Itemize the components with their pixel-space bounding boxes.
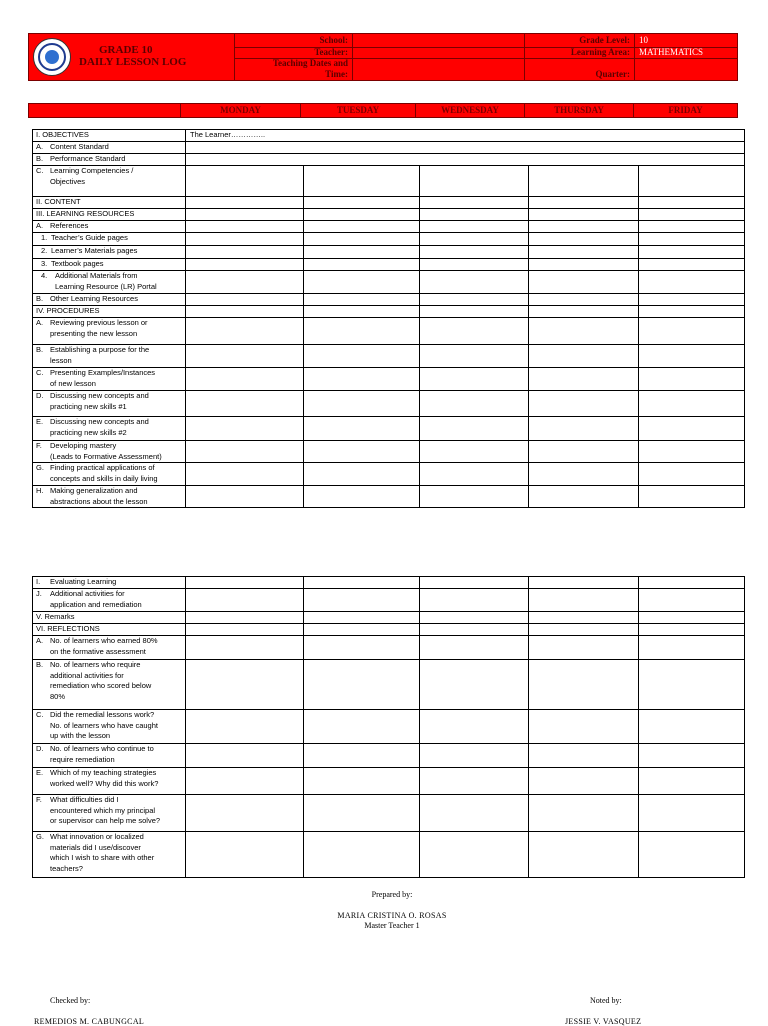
cell-tuesday[interactable] <box>304 233 420 246</box>
performance-standard-label: B. Performance Standard <box>33 154 186 166</box>
cell-monday[interactable] <box>186 463 304 486</box>
cell-thursday[interactable] <box>529 318 639 345</box>
table-row <box>33 345 745 368</box>
lesson-log-header <box>28 33 738 81</box>
cell-monday[interactable] <box>186 832 304 878</box>
cell-monday[interactable] <box>186 368 304 391</box>
cell-friday[interactable] <box>639 832 745 878</box>
table-row <box>33 130 745 142</box>
cell-friday[interactable] <box>639 306 745 318</box>
cell-thursday[interactable] <box>529 744 639 768</box>
cell-tuesday[interactable] <box>304 710 420 744</box>
cell-friday[interactable] <box>639 660 745 710</box>
reflection-c-label: C. Did the remedial lessons work? No. of learners who have caught up with the lesson <box>33 710 186 744</box>
cell-friday[interactable] <box>639 636 745 660</box>
table-row <box>33 233 745 246</box>
cell-thursday[interactable] <box>529 271 639 294</box>
cell-friday[interactable] <box>639 166 745 197</box>
cell-wednesday[interactable] <box>420 463 529 486</box>
daily-lesson-log-title: DAILY LESSON LOG <box>79 56 187 68</box>
cell-wednesday[interactable] <box>420 306 529 318</box>
table-row <box>33 391 745 417</box>
cell-tuesday[interactable] <box>304 318 420 345</box>
procedure-c-label: C. Presenting Examples/Instances of new lesson <box>33 368 186 391</box>
cell-friday[interactable] <box>639 368 745 391</box>
cell-wednesday[interactable] <box>420 368 529 391</box>
cell-thursday[interactable] <box>529 636 639 660</box>
cell-wednesday[interactable] <box>420 636 529 660</box>
cell-friday[interactable] <box>639 209 745 221</box>
cell-friday[interactable] <box>639 259 745 271</box>
cell-thursday[interactable] <box>529 221 639 233</box>
quarter-label: Quarter: <box>595 69 630 79</box>
cell-monday[interactable] <box>186 318 304 345</box>
table-row <box>33 209 745 221</box>
cell-wednesday[interactable] <box>420 345 529 368</box>
cell-friday[interactable] <box>639 612 745 624</box>
table-row <box>33 660 745 710</box>
preparer-title: Master Teacher 1 <box>364 921 420 930</box>
cell-tuesday[interactable] <box>304 306 420 318</box>
cell-thursday[interactable] <box>529 345 639 368</box>
table-row <box>33 744 745 768</box>
cell-friday[interactable] <box>639 486 745 508</box>
cell-thursday[interactable] <box>529 417 639 441</box>
cell-friday[interactable] <box>639 463 745 486</box>
procedure-a-label: A. Reviewing previous lesson or presenting the new lesson <box>33 318 186 345</box>
cell-tuesday[interactable] <box>304 246 420 259</box>
cell-tuesday[interactable] <box>304 624 420 636</box>
cell-friday[interactable] <box>639 294 745 306</box>
procedure-d-label: D. Discussing new concepts and practicing new skills #1 <box>33 391 186 417</box>
content-standard-label: A. Content Standard <box>33 142 186 154</box>
cell-wednesday[interactable] <box>420 246 529 259</box>
cell-friday[interactable] <box>639 318 745 345</box>
cell-friday[interactable] <box>639 345 745 368</box>
learning-resources-heading: III. LEARNING RESOURCES <box>33 209 186 221</box>
cell-thursday[interactable] <box>529 589 639 612</box>
cell-thursday[interactable] <box>529 209 639 221</box>
cell-wednesday[interactable] <box>420 612 529 624</box>
cell-tuesday[interactable] <box>304 368 420 391</box>
cell-friday[interactable] <box>639 744 745 768</box>
cell-friday[interactable] <box>639 624 745 636</box>
teaching-dates-label <box>235 58 348 80</box>
cell-friday[interactable] <box>639 710 745 744</box>
checker-name: REMEDIOS M. CABUNGCAL <box>34 1017 145 1026</box>
cell-monday[interactable] <box>186 246 304 259</box>
noter-name: JESSIE V. VASQUEZ <box>565 1017 642 1026</box>
cell-monday[interactable] <box>186 636 304 660</box>
cell-monday[interactable] <box>186 166 304 197</box>
cell-friday[interactable] <box>639 246 745 259</box>
cell-tuesday[interactable] <box>304 391 420 417</box>
deped-seal-icon <box>33 38 71 76</box>
cell-wednesday[interactable] <box>420 589 529 612</box>
cell-wednesday[interactable] <box>420 391 529 417</box>
cell-tuesday[interactable] <box>304 768 420 795</box>
procedure-e-label: E. Discussing new concepts and practicing new skills #2 <box>33 417 186 441</box>
cell-monday[interactable] <box>186 486 304 508</box>
cell-monday[interactable] <box>186 391 304 417</box>
cell-thursday[interactable] <box>529 660 639 710</box>
cell-wednesday[interactable] <box>420 294 529 306</box>
other-resources-label: B. Other Learning Resources <box>33 294 186 306</box>
cell-wednesday[interactable] <box>420 832 529 878</box>
cell-monday[interactable] <box>186 768 304 795</box>
cell-wednesday[interactable] <box>420 577 529 589</box>
cell-wednesday[interactable] <box>420 441 529 463</box>
cell-monday[interactable] <box>186 345 304 368</box>
remarks-heading: V. Remarks <box>33 612 186 624</box>
evaluating-learning-label: I. Evaluating Learning <box>33 577 186 589</box>
cell-tuesday[interactable] <box>304 294 420 306</box>
cell-tuesday[interactable] <box>304 221 420 233</box>
cell-tuesday[interactable] <box>304 209 420 221</box>
cell-monday[interactable] <box>186 271 304 294</box>
cell-wednesday[interactable] <box>420 318 529 345</box>
header-title-block <box>29 34 234 80</box>
cell-tuesday[interactable] <box>304 612 420 624</box>
cell-monday[interactable] <box>186 294 304 306</box>
reflection-f-label: F. What difficulties did I encountered which my principal or supervisor can help me solve? <box>33 795 186 832</box>
cell-tuesday[interactable] <box>304 577 420 589</box>
table-row <box>33 768 745 795</box>
learners-materials-label: 2. Learner’s Materials pages <box>33 246 186 259</box>
cell-tuesday[interactable] <box>304 486 420 508</box>
table-row <box>33 221 745 233</box>
cell-tuesday[interactable] <box>304 345 420 368</box>
objectives-heading: I. OBJECTIVES <box>33 130 186 142</box>
header-title <box>79 44 186 68</box>
cell-friday[interactable] <box>639 271 745 294</box>
cell-wednesday[interactable] <box>420 221 529 233</box>
cell-friday[interactable] <box>639 197 745 209</box>
cell-friday[interactable] <box>639 577 745 589</box>
cell-monday[interactable] <box>186 209 304 221</box>
reflection-e-label: E. Which of my teaching strategies worked well? Why did this work? <box>33 768 186 795</box>
table-row <box>33 832 745 878</box>
additional-materials-label: 4. Additional Materials from Learning Resource (LR) Portal <box>33 271 186 294</box>
cell-tuesday[interactable] <box>304 660 420 710</box>
cell-thursday[interactable] <box>529 166 639 197</box>
table-row <box>33 142 745 154</box>
day-thursday: THURSDAY <box>524 104 633 117</box>
cell-friday[interactable] <box>639 233 745 246</box>
cell-friday[interactable] <box>639 589 745 612</box>
table-row <box>33 246 745 259</box>
performance-standard-cell[interactable] <box>186 154 745 166</box>
table-row <box>33 589 745 612</box>
cell-monday[interactable] <box>186 589 304 612</box>
day-wednesday: WEDNESDAY <box>415 104 524 117</box>
table-row <box>33 636 745 660</box>
procedure-b-label: B. Establishing a purpose for the lesson <box>33 345 186 368</box>
learning-area-field[interactable]: MATHEMATICS <box>639 47 704 57</box>
cell-friday[interactable] <box>639 768 745 795</box>
cell-tuesday[interactable] <box>304 832 420 878</box>
table-row <box>33 463 745 486</box>
cell-friday[interactable] <box>639 391 745 417</box>
content-heading: II. CONTENT <box>33 197 186 209</box>
cell-monday[interactable] <box>186 744 304 768</box>
cell-monday[interactable] <box>186 795 304 832</box>
content-standard-cell[interactable] <box>186 142 745 154</box>
cell-monday[interactable] <box>186 441 304 463</box>
table-row <box>33 612 745 624</box>
reflection-d-label: D. No. of learners who continue to require remediation <box>33 744 186 768</box>
cell-thursday[interactable] <box>529 463 639 486</box>
cell-monday[interactable] <box>186 577 304 589</box>
cell-thursday[interactable] <box>529 612 639 624</box>
table-row <box>33 710 745 744</box>
cell-monday[interactable] <box>186 259 304 271</box>
cell-monday[interactable] <box>186 417 304 441</box>
table-row <box>33 154 745 166</box>
additional-activities-label: J. Additional activities for application and remediation <box>33 589 186 612</box>
cell-tuesday[interactable] <box>304 795 420 832</box>
day-monday: MONDAY <box>180 104 300 117</box>
cell-wednesday[interactable] <box>420 233 529 246</box>
cell-monday[interactable] <box>186 197 304 209</box>
cell-wednesday[interactable] <box>420 744 529 768</box>
procedure-f-label: F. Developing mastery (Leads to Formative Assessment) <box>33 441 186 463</box>
weekday-header-bar <box>28 103 738 118</box>
cell-thursday[interactable] <box>529 246 639 259</box>
cell-tuesday[interactable] <box>304 589 420 612</box>
reflection-g-label: G. What innovation or localized materials did I use/discover which I wish to share with other teachers? <box>33 832 186 878</box>
cell-monday[interactable] <box>186 233 304 246</box>
cell-thursday[interactable] <box>529 233 639 246</box>
cell-thursday[interactable] <box>529 306 639 318</box>
cell-tuesday[interactable] <box>304 744 420 768</box>
cell-thursday[interactable] <box>529 577 639 589</box>
cell-tuesday[interactable] <box>304 271 420 294</box>
cell-wednesday[interactable] <box>420 486 529 508</box>
noted-by-label: Noted by: <box>590 996 622 1005</box>
cell-friday[interactable] <box>639 441 745 463</box>
cell-monday[interactable] <box>186 221 304 233</box>
reflection-a-label: A. No. of learners who earned 80% on the formative assessment <box>33 636 186 660</box>
preparer-name: MARIA CRISTINA O. ROSAS <box>337 911 447 920</box>
the-learner-cell[interactable]: The Learner………….. <box>186 130 745 142</box>
table-row <box>33 577 745 589</box>
school-label: School: <box>319 35 348 45</box>
procedure-g-label: G. Finding practical applications of concepts and skills in daily living <box>33 463 186 486</box>
table-row <box>33 271 745 294</box>
table-row <box>33 368 745 391</box>
day-tuesday: TUESDAY <box>300 104 415 117</box>
grade-title: GRADE 10 <box>99 44 153 56</box>
cell-tuesday[interactable] <box>304 463 420 486</box>
cell-monday[interactable] <box>186 612 304 624</box>
table-row <box>33 624 745 636</box>
cell-tuesday[interactable] <box>304 259 420 271</box>
cell-thursday[interactable] <box>529 710 639 744</box>
cell-tuesday[interactable] <box>304 197 420 209</box>
procedures-heading: IV. PROCEDURES <box>33 306 186 318</box>
cell-wednesday[interactable] <box>420 417 529 441</box>
cell-friday[interactable] <box>639 221 745 233</box>
cell-wednesday[interactable] <box>420 710 529 744</box>
cell-wednesday[interactable] <box>420 795 529 832</box>
learning-area-label: Learning Area: <box>570 47 630 57</box>
learning-competencies-label: C. Learning Competencies / Objectives <box>33 166 186 197</box>
table-row <box>33 486 745 508</box>
cell-monday[interactable] <box>186 710 304 744</box>
lesson-plan-table <box>32 129 745 508</box>
procedure-h-label: H. Making generalization and abstractions about the lesson <box>33 486 186 508</box>
grade-level-label: Grade Level: <box>579 35 630 45</box>
cell-friday[interactable] <box>639 795 745 832</box>
day-friday: FRIDAY <box>633 104 737 117</box>
cell-thursday[interactable] <box>529 294 639 306</box>
teacher-label: Teacher: <box>314 47 348 57</box>
cell-thursday[interactable] <box>529 768 639 795</box>
table-row <box>33 197 745 209</box>
cell-thursday[interactable] <box>529 259 639 271</box>
cell-wednesday[interactable] <box>420 624 529 636</box>
cell-tuesday[interactable] <box>304 166 420 197</box>
teaching-dates-label-line2: Time: <box>325 69 348 79</box>
cell-wednesday[interactable] <box>420 768 529 795</box>
cell-thursday[interactable] <box>529 197 639 209</box>
cell-thursday[interactable] <box>529 624 639 636</box>
reflections-heading: VI. REFLECTIONS <box>33 624 186 636</box>
cell-monday[interactable] <box>186 660 304 710</box>
cell-wednesday[interactable] <box>420 209 529 221</box>
prepared-by-label: Prepared by: <box>371 890 413 899</box>
cell-monday[interactable] <box>186 306 304 318</box>
table-row <box>33 441 745 463</box>
teaching-dates-label-line1: Teaching Dates and <box>272 58 348 68</box>
cell-tuesday[interactable] <box>304 417 420 441</box>
table-row <box>33 795 745 832</box>
references-label: A. References <box>33 221 186 233</box>
evaluation-reflection-table <box>32 576 745 878</box>
cell-wednesday[interactable] <box>420 660 529 710</box>
cell-thursday[interactable] <box>529 391 639 417</box>
cell-wednesday[interactable] <box>420 271 529 294</box>
table-row <box>33 294 745 306</box>
cell-monday[interactable] <box>186 624 304 636</box>
cell-thursday[interactable] <box>529 795 639 832</box>
cell-wednesday[interactable] <box>420 259 529 271</box>
cell-thursday[interactable] <box>529 486 639 508</box>
table-row <box>33 417 745 441</box>
teachers-guide-label: 1. Teacher’s Guide pages <box>33 233 186 246</box>
textbook-pages-label: 3. Textbook pages <box>33 259 186 271</box>
reflection-b-label: B. No. of learners who require additional activities for remediation who scored below 80% <box>33 660 186 710</box>
cell-thursday[interactable] <box>529 368 639 391</box>
cell-friday[interactable] <box>639 417 745 441</box>
cell-thursday[interactable] <box>529 832 639 878</box>
cell-tuesday[interactable] <box>304 441 420 463</box>
cell-thursday[interactable] <box>529 441 639 463</box>
checked-by-label: Checked by: <box>50 996 91 1005</box>
cell-tuesday[interactable] <box>304 636 420 660</box>
table-row <box>33 306 745 318</box>
cell-wednesday[interactable] <box>420 197 529 209</box>
table-row <box>33 318 745 345</box>
table-row <box>33 166 745 197</box>
table-row <box>33 259 745 271</box>
cell-wednesday[interactable] <box>420 166 529 197</box>
grade-level-field[interactable]: 10 <box>639 35 648 45</box>
